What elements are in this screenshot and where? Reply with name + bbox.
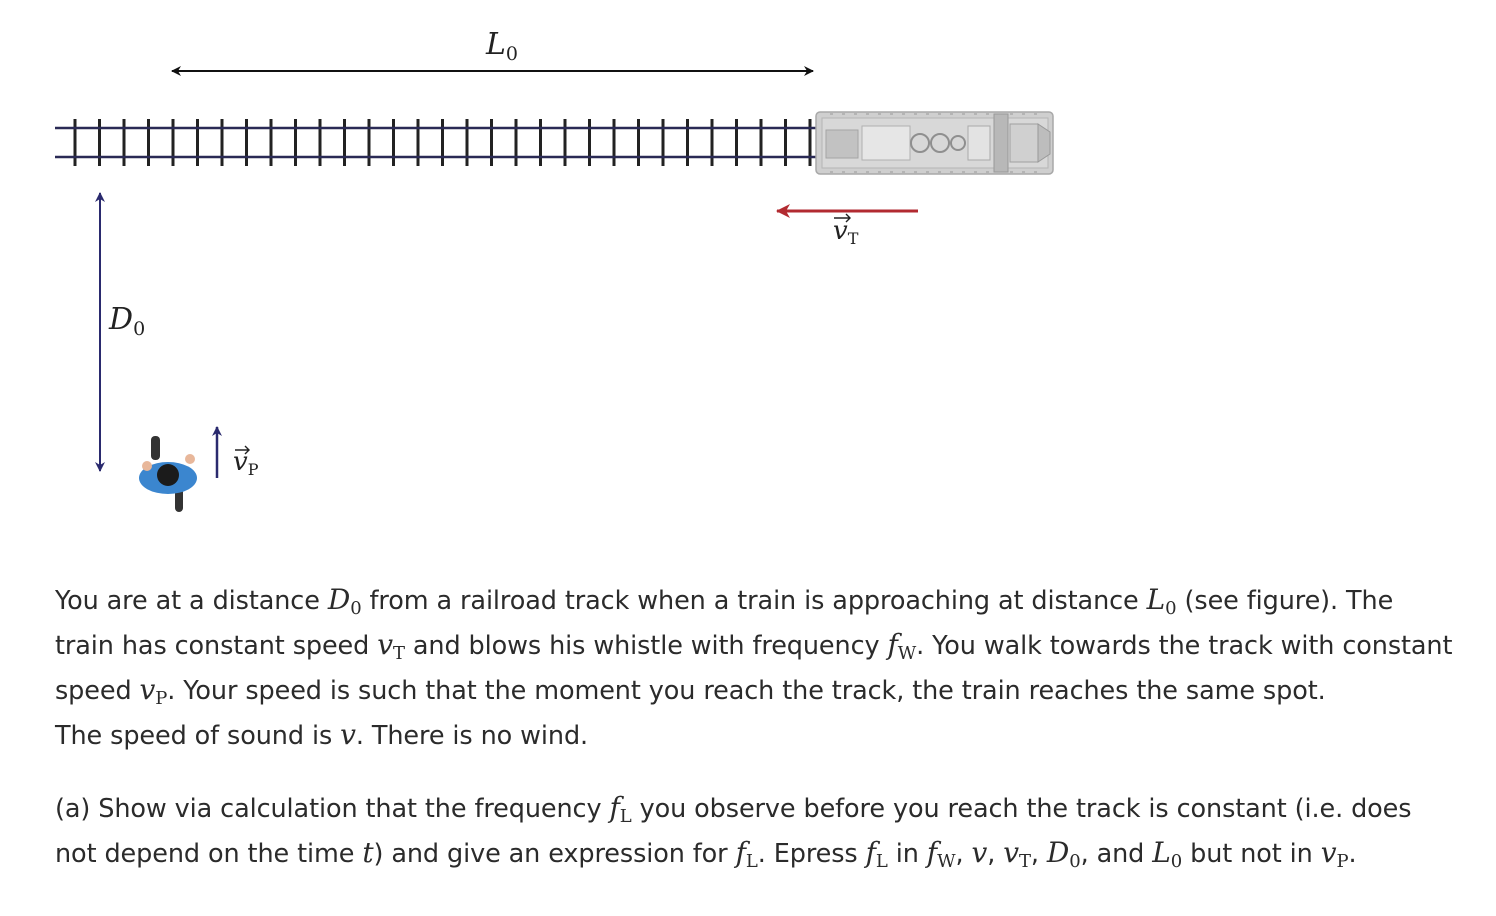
qa-text-2: you observe before you reach the track is constant (i.e. does not depend on the time [55, 794, 1412, 869]
intro-text-3: (see figure). The train has constant speed [55, 586, 1394, 661]
math-vT: $v_T$ [377, 628, 405, 664]
sound-text-1: The speed of sound is [55, 721, 341, 751]
qa-text-1: (a) Show via calculation that the frequency [55, 794, 610, 824]
distance-D0-label: $D_0$ [109, 302, 146, 340]
qa-text-4: . Epress [757, 839, 866, 869]
math-fL: $f_L$ [609, 791, 632, 827]
math-vP: $v_P$ [1320, 836, 1349, 872]
math-D0: $D_0$ [1046, 836, 1081, 872]
math-L0: $L_0$ [1146, 583, 1177, 619]
person-velocity-label [233, 446, 259, 479]
train-velocity-label [833, 214, 859, 248]
math-fW: $f_W$ [887, 628, 917, 664]
math-fW: $f_W$ [926, 836, 956, 872]
question-a: (a) Show via calculation that the frequency $f_L$ you observe before you reach the track is constant (i.e. does not depend on the time t) and give an expression for $f_L$. Epress $f_L$ in $f_W$, v, $v_T$, $D_0$, and $L_0$ but not in $v_P$. [55, 791, 1412, 872]
math-t: t [362, 836, 374, 869]
math-vP: $v_P$ [139, 673, 168, 709]
qa-text-5: in [887, 839, 927, 869]
walking-person-icon [139, 436, 197, 512]
intro-text-6: . Your speed is such that the moment you reach the track, the train reaches the same spot. [167, 676, 1326, 706]
distance-L0-label: $L_0$ [486, 27, 519, 65]
math-fL: $f_L$ [735, 836, 758, 872]
intro-text-1: You are at a distance [55, 586, 328, 616]
math-L0: $L_0$ [1152, 836, 1183, 872]
intro-text-4: and blows his whistle with frequency [404, 631, 888, 661]
qa-text-3: ) and give an expression for [373, 839, 736, 869]
math-v: v [971, 836, 988, 869]
problem-sound [55, 713, 1455, 758]
math-v: v [340, 718, 356, 751]
math-fL: $f_L$ [865, 836, 888, 872]
problem-statement [55, 578, 1455, 876]
math-D0: $D_0$ [327, 583, 362, 619]
train-locomotive-icon [816, 112, 1053, 174]
qa-text-6: but not in [1182, 839, 1321, 869]
railroad-track [55, 119, 822, 166]
intro-text-2: from a railroad track when a train is approaching at distance [361, 586, 1147, 616]
sound-text-2: . There is no wind. [355, 721, 589, 751]
problem-intro [55, 578, 1455, 713]
svg-text:vT: vT [833, 216, 859, 248]
svg-text:vP: vP [233, 447, 259, 479]
math-vT: $v_T$ [1003, 836, 1031, 872]
intro-text-5: . You walk towards the track with constant speed [55, 631, 1453, 706]
